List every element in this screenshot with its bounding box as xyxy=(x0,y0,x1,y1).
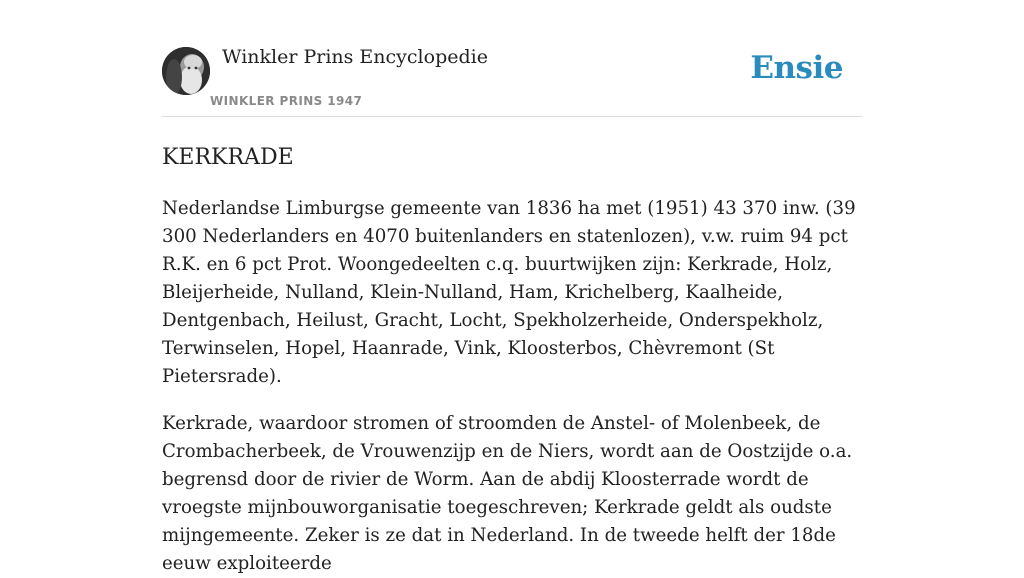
article-paragraph: Kerkrade, waardoor stromen of stroomden de Anstel- of Molenbeek, de Crombacherbeek, de Vrouwenzijp en de Niers, wordt aan de Oostzijde o.a. begrensd door de rivier de Worm. Aan de abdij Kloosterrade wordt de vroegste mijnbouworganisatie toegeschreven; Kerkrade geldt als oudste mijngemeente. Zeker is ze dat in Nederland. In de tweede helft der 18de eeuw exploiteerde xyxy=(162,413,853,574)
page-header xyxy=(162,0,862,117)
site-title[interactable]: Winkler Prins Encyclopedie xyxy=(222,46,488,68)
portrait-avatar-icon[interactable] xyxy=(162,47,210,95)
article-title: KERKRADE xyxy=(162,145,294,170)
page-container xyxy=(162,0,862,578)
article-paragraph: Nederlandse Limburgse gemeente van 1836 ha met (1951) 43 370 inw. (39 300 Nederlanders en 4070 buitenlanders en statenlozen), v.w. ruim 94 pct R.K. en 6 pct Prot. Woongedeelten c.q. buurtwijken zijn: Kerkrade, Holz, Bleijerheide, Nulland, Klein-Nulland, Ham, Krichelberg, Kaalheide, Dentgenbach, Heilust, Gracht, Locht, Spekholzerheide, Onderspekholz, Terwinselen, Hopel, Haanrade, Vink, Kloosterbos, Chèvremont (St Pietersrade). xyxy=(162,198,856,387)
brand-logo[interactable]: Ensie xyxy=(750,50,843,86)
source-label[interactable]: WINKLER PRINS 1947 xyxy=(210,94,363,108)
